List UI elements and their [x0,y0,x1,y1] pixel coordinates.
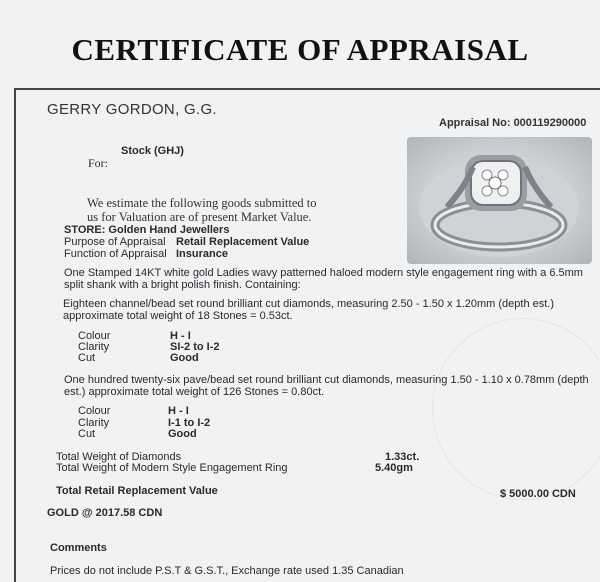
function-label: Function of Appraisal [64,248,167,260]
stones2-colour-label: Colour [78,405,111,417]
stones1-line-1: Eighteen channel/bead set round brilliant cut diamonds, measuring 2.50 - 1.50 x 1.20mm (depth est.) [63,298,555,310]
appraiser-name: GERRY GORDON, G.G. [47,101,217,118]
stones1-cut-label: Cut [78,352,96,364]
for-label: For: [88,156,109,170]
stock-code: Stock (GHJ) [121,145,184,157]
stones1-colour-label: Colour [78,330,111,342]
stones1-cut-value: Good [170,352,199,364]
function-value: Insurance [176,248,228,260]
purpose-label: Purpose of Appraisal [64,236,166,248]
stones1-line-2: approximate total weight of 18 Stones = 0.53ct. [63,310,293,322]
total-ring-label: Total Weight of Modern Style Engagement Ring [56,462,288,474]
total-diamonds-label: Total Weight of Diamonds [56,451,182,463]
frame-left-border [14,88,16,582]
stones2-clarity-value: I-1 to I-2 [168,417,211,429]
diamond-watermark [432,318,600,500]
stones2-colour-value: H - I [168,405,189,417]
total-ring-value: 5.40gm [375,462,413,474]
stones2-clarity-label: Clarity [78,417,110,429]
stones1-clarity-value: SI-2 to I-2 [170,341,220,353]
ring-image [407,137,592,264]
purpose-value: Retail Replacement Value [176,236,310,248]
stones1-clarity-label: Clarity [78,341,110,353]
certificate-title: CERTIFICATE OF APPRAISAL [71,32,529,67]
stones2-cut-label: Cut [78,428,96,440]
appraisal-number: Appraisal No: 000119290000 [439,117,587,129]
stones2-line-1: One hundred twenty-six pave/bead set round brilliant cut diamonds, measuring 1.50 - 1.10 x 0.78mm (depth [64,374,589,386]
store-line: STORE: Golden Hand Jewellers [64,224,230,236]
stones2-cut-value: Good [168,428,197,440]
ring-photo [407,137,592,264]
gold-price: GOLD @ 2017.58 CDN [47,507,163,519]
intro-line-2: us for Valuation are of present Market Value. [87,210,312,224]
comments-text: Prices do not include P.S.T & G.S.T., Exchange rate used 1.35 Canadian [50,565,404,577]
stones1-colour-value: H - I [170,330,191,342]
retail-value-amount: $ 5000.00 CDN [500,488,576,500]
comments-heading: Comments [50,542,107,554]
intro-line-1: We estimate the following goods submitted to [87,196,317,210]
description-line-2: split shank with a bright polish finish. Containing: [64,279,301,291]
frame-top-border [14,88,600,90]
retail-value-label: Total Retail Replacement Value [56,485,218,497]
description-line-1: One Stamped 14KT white gold Ladies wavy patterned haloed modern style engagement ring with a 6.5mm [64,267,583,279]
stones2-line-2: est.) approximate total weight of 126 Stones = 0.80ct. [64,386,325,398]
total-diamonds-value: 1.33ct. [385,451,420,463]
